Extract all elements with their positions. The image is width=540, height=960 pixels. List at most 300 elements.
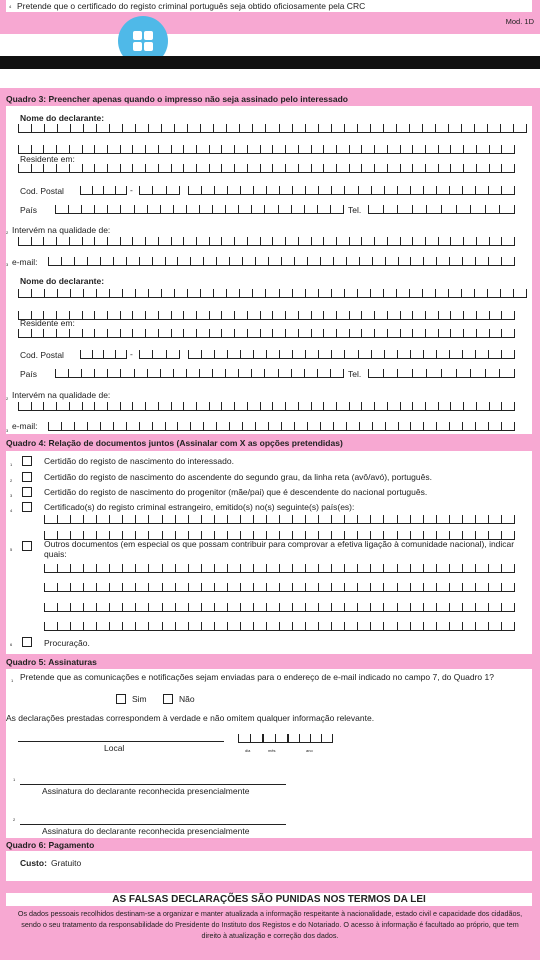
custo-label: Custo: (20, 858, 47, 868)
field-cell-divider (160, 205, 161, 214)
field-cell-divider (115, 186, 116, 195)
field-cell-divider (229, 422, 230, 431)
field-cell-divider (357, 515, 358, 524)
name-field-2a[interactable] (18, 288, 526, 298)
field-cell-divider (190, 422, 191, 431)
field-cell-divider (349, 237, 350, 246)
field-cell-divider (318, 622, 319, 631)
signature-label-1: Assinatura do declarante reconhecida presencialmente (42, 786, 250, 796)
item-number: 4 (10, 508, 13, 513)
qualidade-field-2[interactable] (18, 401, 514, 411)
field-cell-divider (152, 350, 153, 359)
name-field-1a[interactable] (18, 123, 526, 133)
field-cell-divider (69, 164, 70, 173)
field-cell-divider (96, 583, 97, 592)
field-cell-divider (387, 402, 388, 411)
declarant-label-1: Nome do declarante: (20, 113, 105, 123)
pais-field-2[interactable] (55, 368, 343, 378)
field-cell-divider (384, 350, 385, 359)
field-cell-divider (320, 257, 321, 266)
field-cell-divider (370, 603, 371, 612)
field-cell-divider (371, 186, 372, 195)
checkbox-doc-5[interactable] (22, 541, 32, 551)
localidade-field-1[interactable] (188, 185, 514, 195)
field-cell-divider (234, 237, 235, 246)
field-cell-divider (370, 124, 371, 133)
field-cell-divider (357, 603, 358, 612)
field-cell-divider (514, 257, 515, 266)
qualidade-label-1: Intervém na qualidade de: (12, 225, 111, 235)
other-docs-field-c[interactable] (44, 602, 514, 612)
field-cell-divider (44, 515, 45, 524)
field-cell-divider (435, 289, 436, 298)
field-cell-divider (501, 145, 502, 154)
field-cell-divider (475, 603, 476, 612)
field-cell-divider (70, 622, 71, 631)
residente-field-1[interactable] (18, 163, 514, 173)
field-cell-divider (344, 603, 345, 612)
field-cell-divider (357, 583, 358, 592)
field-cell-divider (201, 583, 202, 592)
field-cell-divider (475, 622, 476, 631)
localidade-field-2[interactable] (188, 349, 514, 359)
field-cell-divider (372, 257, 373, 266)
field-cell-divider (514, 564, 515, 573)
field-cell-divider (438, 402, 439, 411)
field-cell-divider (423, 583, 424, 592)
email-label-1: e-mail: (12, 257, 38, 267)
countries-field-a[interactable] (44, 514, 514, 524)
field-cell-divider (61, 422, 62, 431)
field-cell-divider (103, 350, 104, 359)
field-cell-divider (80, 350, 81, 359)
field-cell-divider (240, 603, 241, 612)
field-cell-divider (281, 257, 282, 266)
field-cell-divider (400, 164, 401, 173)
field-cell-divider (318, 124, 319, 133)
field-cell-divider (436, 564, 437, 573)
field-cell-divider (175, 583, 176, 592)
field-cell-divider (214, 186, 215, 195)
field-cell-divider (190, 257, 191, 266)
field-cell-divider (74, 422, 75, 431)
field-cell-divider (31, 124, 32, 133)
field-cell-divider (292, 515, 293, 524)
field-cell-divider (171, 329, 172, 338)
field-baseline (18, 297, 526, 298)
field-cell-divider (175, 515, 176, 524)
field-cell-divider (147, 369, 148, 378)
field-cell-divider (463, 402, 464, 411)
field-cell-divider (253, 622, 254, 631)
field-cell-divider (109, 603, 110, 612)
field-cell-divider (343, 205, 344, 214)
local-line[interactable] (18, 741, 224, 742)
tel-field-1[interactable] (368, 204, 514, 214)
field-cell-divider (412, 369, 413, 378)
field-cell-divider (462, 515, 463, 524)
field-cell-divider (426, 205, 427, 214)
checkbox-doc-2[interactable] (22, 472, 32, 482)
field-cell-divider (501, 186, 502, 195)
field-cell-divider (450, 145, 451, 154)
date-year[interactable] (288, 733, 332, 743)
field-cell-divider (317, 205, 318, 214)
field-cell-divider (132, 145, 133, 154)
field-cell-divider (462, 603, 463, 612)
field-cell-divider (292, 124, 293, 133)
field-cell-divider (423, 564, 424, 573)
field-cell-divider (449, 350, 450, 359)
signature-line-2[interactable] (20, 824, 286, 825)
field-cell-divider (173, 369, 174, 378)
field-cell-divider (514, 583, 515, 592)
field-cell-divider (410, 186, 411, 195)
field-cell-divider (227, 603, 228, 612)
signature-line-1[interactable] (20, 784, 286, 785)
checkbox-doc-6[interactable] (22, 637, 32, 647)
field-cell-divider (96, 564, 97, 573)
field-cell-divider (113, 422, 114, 431)
field-cell-divider (158, 311, 159, 320)
field-cell-divider (383, 289, 384, 298)
field-cell-divider (221, 402, 222, 411)
field-cell-divider (201, 350, 202, 359)
field-cell-divider (31, 164, 32, 173)
field-cell-divider (304, 205, 305, 214)
field-cell-divider (272, 237, 273, 246)
field-cell-divider (305, 350, 306, 359)
field-cell-divider (221, 145, 222, 154)
field-cell-divider (336, 145, 337, 154)
field-cell-divider (298, 164, 299, 173)
field-cell-divider (436, 257, 437, 266)
field-cell-divider (438, 329, 439, 338)
field-cell-divider (57, 603, 58, 612)
field-cell-divider (474, 289, 475, 298)
field-cell-divider (294, 422, 295, 431)
field-cell-divider (94, 311, 95, 320)
field-cell-divider (145, 145, 146, 154)
field-cell-divider (69, 329, 70, 338)
field-cell-divider (359, 422, 360, 431)
field-cell-divider (107, 237, 108, 246)
field-cell-divider (214, 564, 215, 573)
field-cell-divider (92, 186, 93, 195)
field-cell-divider (436, 603, 437, 612)
field-cell-divider (165, 257, 166, 266)
field-cell-divider (74, 257, 75, 266)
field-cell-divider (461, 289, 462, 298)
email-field-1[interactable] (48, 256, 514, 266)
field-cell-divider (330, 369, 331, 378)
item-number: 2 (10, 478, 13, 483)
field-cell-divider (188, 515, 189, 524)
cod-postal-b-1[interactable] (139, 185, 179, 195)
field-cell-divider (323, 164, 324, 173)
field-cell-divider (175, 564, 176, 573)
field-cell-divider (139, 422, 140, 431)
field-cell-divider (331, 515, 332, 524)
field-cell-divider (148, 583, 149, 592)
field-cell-divider (358, 350, 359, 359)
field-cell-divider (361, 329, 362, 338)
checkbox-nao[interactable] (163, 694, 173, 704)
other-docs-field-d[interactable] (44, 621, 514, 631)
field-cell-divider (423, 603, 424, 612)
field-cell-divider (266, 564, 267, 573)
field-cell-divider (227, 622, 228, 631)
cod-postal-a-2[interactable] (80, 349, 126, 359)
field-cell-divider (476, 402, 477, 411)
field-baseline (188, 358, 514, 359)
field-cell-divider (171, 402, 172, 411)
field-cell-divider (252, 124, 253, 133)
checkbox-doc-4[interactable] (22, 502, 32, 512)
other-docs-field-b[interactable] (44, 582, 514, 592)
pais-field-1[interactable] (55, 204, 343, 214)
residente-label-2: Residente em: (20, 318, 75, 328)
field-cell-divider (196, 237, 197, 246)
cod-postal-label-1: Cod. Postal (20, 186, 64, 196)
pais-label-1: País (20, 205, 38, 215)
field-cell-divider (488, 603, 489, 612)
field-cell-divider (436, 422, 437, 431)
signature-label-2: Assinatura do declarante reconhecida presencialmente (42, 826, 250, 836)
field-cell-divider (94, 164, 95, 173)
field-cell-divider (18, 237, 19, 246)
field-cell-divider (179, 186, 180, 195)
field-cell-divider (81, 369, 82, 378)
field-cell-divider (55, 205, 56, 214)
field-cell-divider (120, 311, 121, 320)
field-cell-divider (462, 583, 463, 592)
field-cell-divider (501, 311, 502, 320)
field-cell-divider (161, 289, 162, 298)
field-cell-divider (383, 205, 384, 214)
field-cell-divider (436, 186, 437, 195)
field-cell-divider (209, 311, 210, 320)
field-cell-divider (383, 622, 384, 631)
field-cell-divider (96, 603, 97, 612)
field-cell-divider (400, 237, 401, 246)
item-number: 6 (10, 642, 13, 647)
field-cell-divider (252, 289, 253, 298)
field-cell-divider (55, 369, 56, 378)
field-cell-divider (456, 369, 457, 378)
field-cell-divider (183, 237, 184, 246)
field-cell-divider (177, 422, 178, 431)
field-cell-divider (234, 311, 235, 320)
field-cell-divider (83, 289, 84, 298)
qualidade-field-1[interactable] (18, 236, 514, 246)
field-cell-divider (475, 257, 476, 266)
field-cell-divider (82, 329, 83, 338)
field-cell-divider (152, 422, 153, 431)
field-cell-divider (83, 622, 84, 631)
field-cell-divider (489, 329, 490, 338)
local-label: Local (104, 743, 125, 753)
field-cell-divider (349, 164, 350, 173)
date-day[interactable] (238, 733, 262, 743)
field-cell-divider (501, 402, 502, 411)
field-cell-divider (188, 622, 189, 631)
field-cell-divider (171, 237, 172, 246)
field-cell-divider (209, 329, 210, 338)
field-cell-divider (305, 124, 306, 133)
other-docs-field-a[interactable] (44, 563, 514, 573)
field-cell-divider (500, 124, 501, 133)
field-cell-divider (70, 583, 71, 592)
field-cell-divider (304, 369, 305, 378)
field-cell-divider (44, 124, 45, 133)
field-cell-divider (260, 164, 261, 173)
field-cell-divider (514, 603, 515, 612)
doc-item-4: Certificado(s) do registo criminal estrangeiro, emitido(s) no(s) seguinte(s) país(es): (44, 502, 355, 512)
date-month[interactable] (263, 733, 287, 743)
field-cell-divider (83, 564, 84, 573)
field-cell-divider (305, 603, 306, 612)
field-cell-divider (514, 311, 515, 320)
field-cell-divider (56, 402, 57, 411)
field-cell-divider (323, 311, 324, 320)
checkbox-doc-1[interactable] (22, 456, 32, 466)
field-cell-divider (318, 515, 319, 524)
field-cell-divider (96, 622, 97, 631)
field-cell-divider (266, 515, 267, 524)
field-cell-divider (57, 583, 58, 592)
field-cell-divider (145, 402, 146, 411)
field-cell-divider (336, 329, 337, 338)
pais-label-2: País (20, 369, 38, 379)
name-field-1b[interactable] (18, 144, 514, 154)
email-field-2[interactable] (48, 421, 514, 431)
field-cell-divider (436, 350, 437, 359)
field-cell-divider (253, 350, 254, 359)
field-cell-divider (225, 205, 226, 214)
field-cell-divider (318, 186, 319, 195)
tel-label-1: Tel. (348, 205, 362, 215)
field-cell-divider (475, 515, 476, 524)
field-cell-divider (383, 124, 384, 133)
field-cell-divider (501, 164, 502, 173)
field-cell-divider (489, 402, 490, 411)
field-cell-divider (162, 622, 163, 631)
field-cell-divider (200, 124, 201, 133)
field-cell-divider (412, 237, 413, 246)
signature-number: 2 (13, 817, 16, 822)
item-number: 5 (10, 547, 13, 552)
field-cell-divider (57, 124, 58, 133)
residente-field-2[interactable] (18, 328, 514, 338)
field-cell-divider (81, 205, 82, 214)
field-cell-divider (489, 311, 490, 320)
field-cell-divider (358, 186, 359, 195)
field-cell-divider (488, 186, 489, 195)
field-cell-divider (485, 369, 486, 378)
field-cell-divider (109, 289, 110, 298)
top-item4-text: Pretende que o certificado do registo criminal português seja obtido oficiosamente pela CRC (17, 1, 366, 11)
field-cell-divider (122, 583, 123, 592)
field-cell-divider (323, 237, 324, 246)
field-cell-divider (397, 369, 398, 378)
field-cell-divider (526, 289, 527, 298)
field-cell-divider (397, 205, 398, 214)
field-cell-divider (422, 289, 423, 298)
field-cell-divider (311, 402, 312, 411)
field-cell-divider (263, 734, 264, 743)
field-cell-divider (321, 734, 322, 743)
form-code: Mod. 1D (505, 17, 534, 26)
field-cell-divider (501, 603, 502, 612)
checkbox-sim[interactable] (116, 694, 126, 704)
field-cell-divider (227, 564, 228, 573)
field-cell-divider (370, 622, 371, 631)
cod-postal-a-1[interactable] (80, 185, 126, 195)
doc-item-6: Procuração. (44, 638, 90, 648)
field-cell-divider (449, 564, 450, 573)
field-cell-divider (134, 205, 135, 214)
field-cell-divider (349, 329, 350, 338)
field-cell-divider (135, 583, 136, 592)
field-cell-divider (285, 311, 286, 320)
field-cell-divider (449, 515, 450, 524)
field-cell-divider (462, 422, 463, 431)
field-cell-divider (298, 311, 299, 320)
field-cell-divider (514, 186, 515, 195)
tel-field-2[interactable] (368, 368, 514, 378)
field-cell-divider (344, 622, 345, 631)
field-cell-divider (18, 145, 19, 154)
field-cell-divider (214, 583, 215, 592)
field-cell-divider (285, 237, 286, 246)
doc-item-5: Outros documentos (em especial os que possam contribuir para comprovar a efetiva ligação à comunidade nacional), indicar quais: (44, 539, 515, 559)
field-cell-divider (109, 564, 110, 573)
field-cell-divider (209, 145, 210, 154)
field-cell-divider (266, 603, 267, 612)
field-cell-divider (374, 145, 375, 154)
field-cell-divider (370, 515, 371, 524)
field-cell-divider (109, 124, 110, 133)
field-cell-divider (251, 205, 252, 214)
field-cell-divider (436, 515, 437, 524)
field-cell-divider (183, 164, 184, 173)
tel-label-2: Tel. (348, 369, 362, 379)
field-cell-divider (489, 164, 490, 173)
field-baseline (18, 410, 514, 411)
quadro3-panel (6, 106, 532, 434)
field-cell-divider (122, 564, 123, 573)
field-cell-divider (96, 289, 97, 298)
field-cell-divider (500, 289, 501, 298)
field-cell-divider (158, 329, 159, 338)
field-cell-divider (120, 205, 121, 214)
cod-postal-b-2[interactable] (139, 349, 179, 359)
field-cell-divider (227, 186, 228, 195)
declarant-label-2: Nome do declarante: (20, 276, 105, 286)
name-field-2b[interactable] (18, 310, 514, 320)
field-cell-divider (426, 369, 427, 378)
field-cell-divider (485, 205, 486, 214)
field-cell-divider (44, 289, 45, 298)
field-cell-divider (344, 124, 345, 133)
field-cell-divider (361, 311, 362, 320)
field-cell-divider (383, 369, 384, 378)
field-cell-divider (196, 402, 197, 411)
field-cell-divider (214, 350, 215, 359)
checkbox-doc-3[interactable] (22, 487, 32, 497)
field-cell-divider (238, 205, 239, 214)
